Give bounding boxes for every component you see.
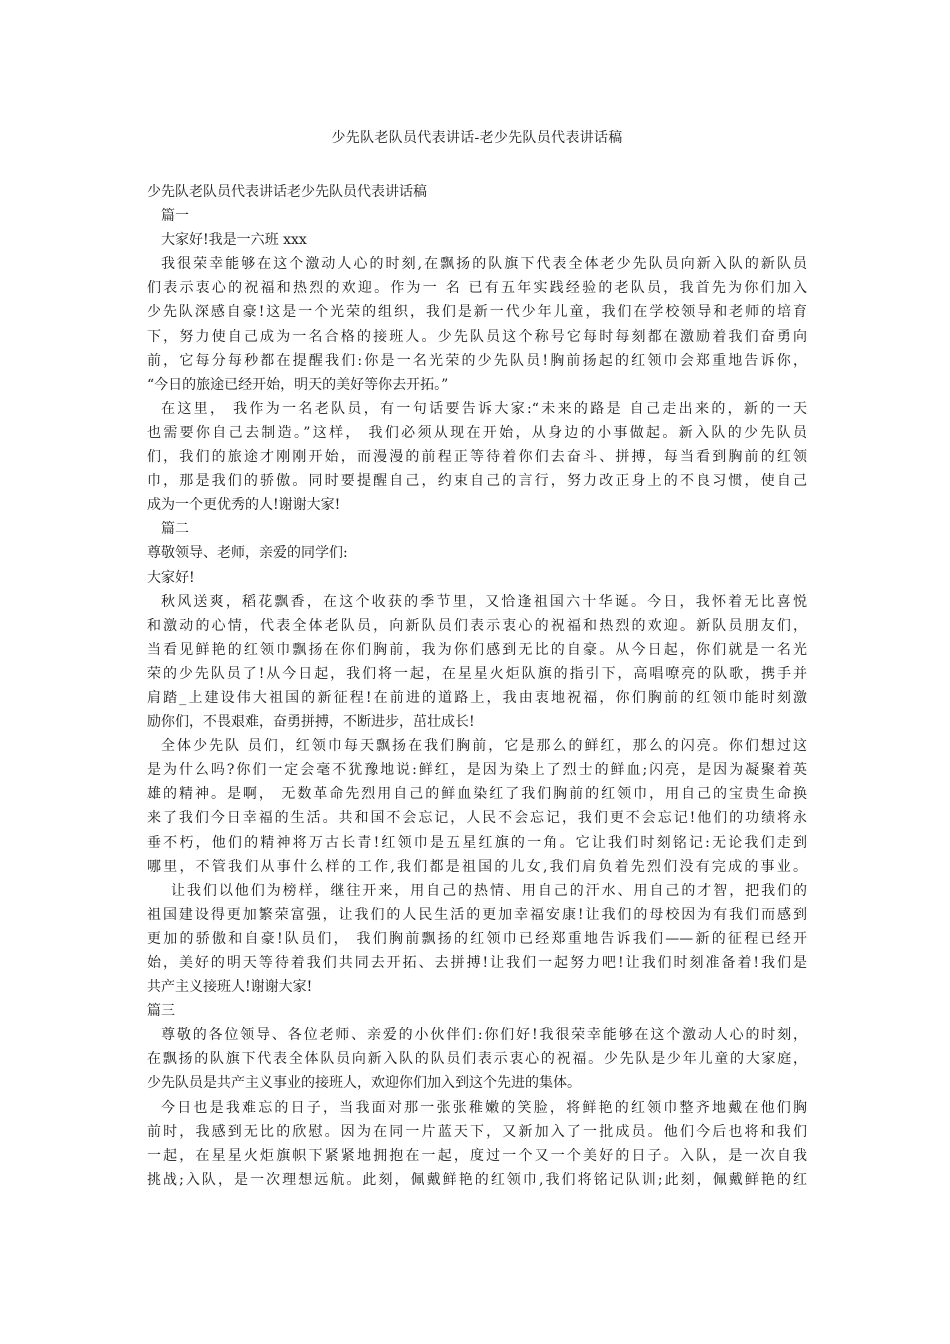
text-line: 祖国建设得更加繁荣富强，让我们的人民生活的更加幸福安康!让我们的母校因为有我们而感到 bbox=[147, 906, 807, 923]
document-title: 少先队老队员代表讲话-老少先队员代表讲话稿 bbox=[331, 130, 623, 146]
text-line: 也需要你自己去制造。”这样， 我们必须从现在开始，从身边的小事做起。新入队的少先队员 bbox=[147, 424, 807, 441]
text-line: 哪里，不管我们从事什么样的工作,我们都是祖国的儿女,我们肩负着先烈们没有完成的事业。 bbox=[147, 858, 807, 875]
text-line: 下，努力使自己成为一名合格的接班人。少先队员这个称号它每时每刻都在激励着我们奋勇向 bbox=[147, 328, 807, 345]
text-line: 前时，我感到无比的欣慰。因为在同一片蓝天下，又新加入了一批成员。他们今后也将和我们 bbox=[147, 1123, 807, 1140]
text-line: 肩踏_上建设伟大祖国的新征程!在前进的道路上，我由衷地祝福，你们胸前的红领巾能时刻激 bbox=[147, 689, 807, 706]
text-line: 成为一个更优秀的人!谢谢大家! bbox=[147, 497, 341, 514]
text-line: 垂不朽，他们的精神将万古长青!红领巾是五星红旗的一角。它让我们时刻铭记:无论我们走到 bbox=[147, 834, 807, 851]
text-line: 秋风送爽，稻花飘香，在这个收获的季节里，又恰逢祖国六十华诞。今日，我怀着无比喜悦 bbox=[161, 593, 807, 610]
text-line: 和激动的心情，代表全体老队员，向新队员们表示衷心的祝福和热烈的欢迎。新队员朋友们， bbox=[147, 617, 807, 634]
text-line: “今日的旅途已经开始，明天的美好等你去开拓。” bbox=[147, 376, 449, 393]
text-line: 篇二 bbox=[161, 521, 189, 538]
text-line: 巾，那是我们的骄傲。同时要提醒自己，约束自己的言行，努力改正身上的不良习惯，使自己 bbox=[147, 473, 807, 490]
text-line: 是为什么吗?你们一定会毫不犹豫地说:鲜红，是因为染上了烈士的鲜血;闪亮，是因为凝聚着英 bbox=[147, 762, 807, 779]
text-line: 共产主义接班人!谢谢大家! bbox=[147, 979, 313, 996]
text-line: 少先队老队员代表讲话老少先队员代表讲话稿 bbox=[147, 184, 427, 200]
text-line: 来了我们今日幸福的生活。共和国不会忘记，人民不会忘记，我们更不会忘记!他们的功绩将永 bbox=[147, 810, 807, 827]
text-line: 始，美好的明天等待着我们共同去开拓、去拼搏!让我们一起努力吧!让我们时刻准备着!我们是 bbox=[147, 955, 807, 971]
text-line: 尊敬的各位领导、各位老师、亲爱的小伙伴们:你们好!我很荣幸能够在这个激动人心的时刻， bbox=[161, 1027, 807, 1044]
text-line: 尊敬领导、老师，亲爱的同学们: bbox=[147, 545, 348, 562]
text-line: 更加的骄傲和自豪!队员们， 我们胸前飘扬的红领巾已经郑重地告诉我们——新的征程已经开 bbox=[147, 930, 807, 947]
text-line: 励你们，不畏艰难，奋勇拼搏，不断进步，茁壮成长! bbox=[147, 714, 475, 731]
text-line: 今日也是我难忘的日子，当我面对那一张张稚嫩的笑脸，将鲜艳的红领巾整齐地戴在他们胸 bbox=[161, 1099, 807, 1116]
text-line: 在飘扬的队旗下代表全体队员向新入队的队员们表示衷心的祝福。少先队是少年儿童的大家庭， bbox=[147, 1051, 807, 1068]
text-line: 们表示衷心的祝福和热烈的欢迎。作为一 名 已有五年实践经验的老队员，我首先为你们加入 bbox=[147, 280, 807, 297]
document-body bbox=[147, 126, 807, 1192]
text-line: 一起，在星星火炬旗帜下紧紧地拥抱在一起，度过一个又一个美好的日子。入队，是一次自我 bbox=[147, 1147, 807, 1164]
text-line: 篇三 bbox=[147, 1003, 175, 1020]
text-line: 们，我们的旅途才刚刚开始，而漫漫的前程正等待着你们去奋斗、拼搏，每当看到胸前的红领 bbox=[147, 449, 807, 466]
text-lines bbox=[147, 180, 807, 1192]
text-line: 让我们以他们为榜样，继往开来，用自己的热情、用自己的汗水、用自己的才智，把我们的 bbox=[171, 882, 807, 899]
text-line: 全体少先队 员们，红领巾每天飘扬在我们胸前，它是那么的鲜红，那么的闪亮。你们想过这 bbox=[161, 738, 807, 755]
text-line: 前，它每分每秒都在提醒我们:你是一名光荣的少先队员!胸前扬起的红领巾会郑重地告诉你， bbox=[147, 352, 807, 369]
text-line: 大家好!我是一六班 xxx bbox=[161, 232, 307, 249]
text-line: 荣的少先队员了!从今日起，我们将一起，在星星火炬队旗的指引下，高唱嘹亮的队歌，携手并 bbox=[147, 665, 807, 682]
text-line: 大家好! bbox=[147, 569, 195, 586]
text-line: 在这里， 我作为一名老队员，有一句话要告诉大家:“未来的路是 自己走出来的，新的一天 bbox=[161, 400, 807, 417]
text-line: 雄的精神。是啊， 无数革命先烈用自己的鲜血染红了我们胸前的红领巾，用自己的宝贵生命换 bbox=[147, 786, 807, 803]
text-line: 我很荣幸能够在这个激动人心的时刻,在飘扬的队旗下代表全体老少先队员向新入队的新队员 bbox=[161, 256, 807, 273]
text-line: 挑战;入队，是一次理想远航。此刻，佩戴鲜艳的红领巾,我们将铭记队训;此刻，佩戴鲜艳的红 bbox=[147, 1171, 807, 1188]
text-line: 少先队深感自豪!这是一个光荣的组织，我们是新一代少年儿童，我们在学校领导和老师的培育 bbox=[147, 304, 807, 321]
text-line: 少先队员是共产主义事业的接班人，欢迎你们加入到这个先进的集体。 bbox=[147, 1075, 581, 1092]
text-line: 当看见鲜艳的红领巾飘扬在你们胸前，我为你们感到无比的自豪。从今日起，你们就是一名光 bbox=[147, 641, 807, 658]
text-line: 篇一 bbox=[161, 208, 189, 225]
